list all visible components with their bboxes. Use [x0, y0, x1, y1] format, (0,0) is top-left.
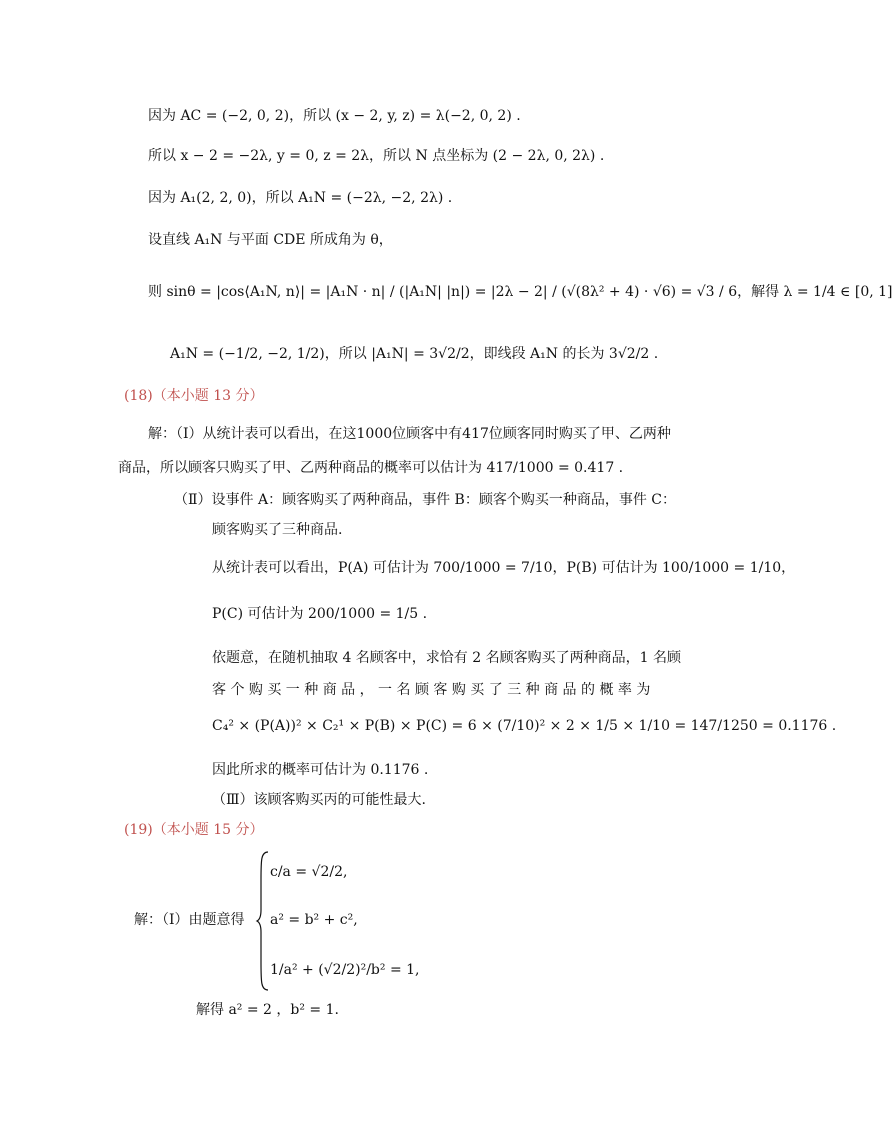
section-header-18: (18)（本小题 13 分） [124, 388, 264, 404]
solution-18-conclusion: 因此所求的概率可估计为 0.1176 . [212, 762, 429, 778]
solution-18-probability-line-2: P(C) 可估计为 200/1000 = 1/5 . [212, 606, 428, 622]
system-equation-1: c/a = √2/2, [270, 864, 348, 880]
solution-18-part2-condition-line-b: 客 个 购 买 一 种 商 品 ， 一 名 顾 客 购 买 了 三 种 商 品 的 概 率 为 [212, 682, 651, 698]
solution-18-part2-condition-line-a: 依题意，在随机抽取 4 名顾客中，求恰有 2 名顾客购买了两种商品，1 名顾 [212, 650, 681, 666]
solution-19-intro: 解：（Ⅰ）由题意得 [134, 912, 245, 928]
solution-19-result: 解得 a² = 2 ，b² = 1. [196, 1002, 339, 1018]
system-equation-2: a² = b² + c², [270, 912, 358, 928]
solution-17-line-2: 所以 x − 2 = −2λ, y = 0, z = 2λ，所以 N 点坐标为 (2 − 2λ, 0, 2λ) . [148, 148, 605, 164]
solution-18-part2-line-b: 顾客购买了三种商品. [212, 522, 343, 538]
solution-18-part1-line-b: 商品，所以顾客只购买了甲、乙两种商品的概率可以估计为 417/1000 = 0.417 . [118, 460, 624, 476]
solution-18-probability-line-1: 从统计表可以看出，P(A) 可估计为 700/1000 = 7/10，P(B) 可估计为 100/1000 = 1/10， [212, 560, 796, 576]
section-header-19: (19)（本小题 15 分） [124, 822, 264, 838]
system-equation-3: 1/a² + (√2/2)²/b² = 1, [270, 962, 420, 978]
system-brace [256, 850, 270, 992]
solution-17-line-5: 则 sinθ = |cos⟨A₁N, n⟩| = |A₁N · n| / (|A₁N| |n|) = |2λ − 2| / (√(8λ² + 4) · √6) = √3 / 6，解得 λ = 1/4 ∈ [0, 1] [148, 284, 893, 300]
solution-17-line-1: 因为 AC = (−2, 0, 2)，所以 (x − 2, y, z) = λ(−2, 0, 2) . [148, 108, 521, 124]
solution-18-part1-line-a: 解：（Ⅰ）从统计表可以看出，在这1000位顾客中有417位顾客同时购买了甲、乙两种 [148, 426, 671, 442]
solution-18-probability-formula: C₄² × (P(A))² × C₂¹ × P(B) × P(C) = 6 × (7/10)² × 2 × 1/5 × 1/10 = 147/1250 = 0.1176 . [212, 718, 837, 734]
solution-17-line-3: 因为 A₁(2, 2, 0)，所以 A₁N = (−2λ, −2, 2λ) . [148, 190, 453, 206]
solution-18-part2-line-a: （Ⅱ）设事件 A：顾客购买了两种商品，事件 B：顾客个购买一种商品，事件 C： [174, 492, 676, 508]
solution-17-line-6: A₁N = (−1/2, −2, 1/2)，所以 |A₁N| = 3√2/2，即线段 A₁N 的长为 3√2/2 . [170, 346, 659, 362]
solution-18-part3: （Ⅲ）该顾客购买丙的可能性最大. [212, 792, 426, 808]
solution-17-line-4: 设直线 A₁N 与平面 CDE 所成角为 θ， [148, 232, 393, 248]
